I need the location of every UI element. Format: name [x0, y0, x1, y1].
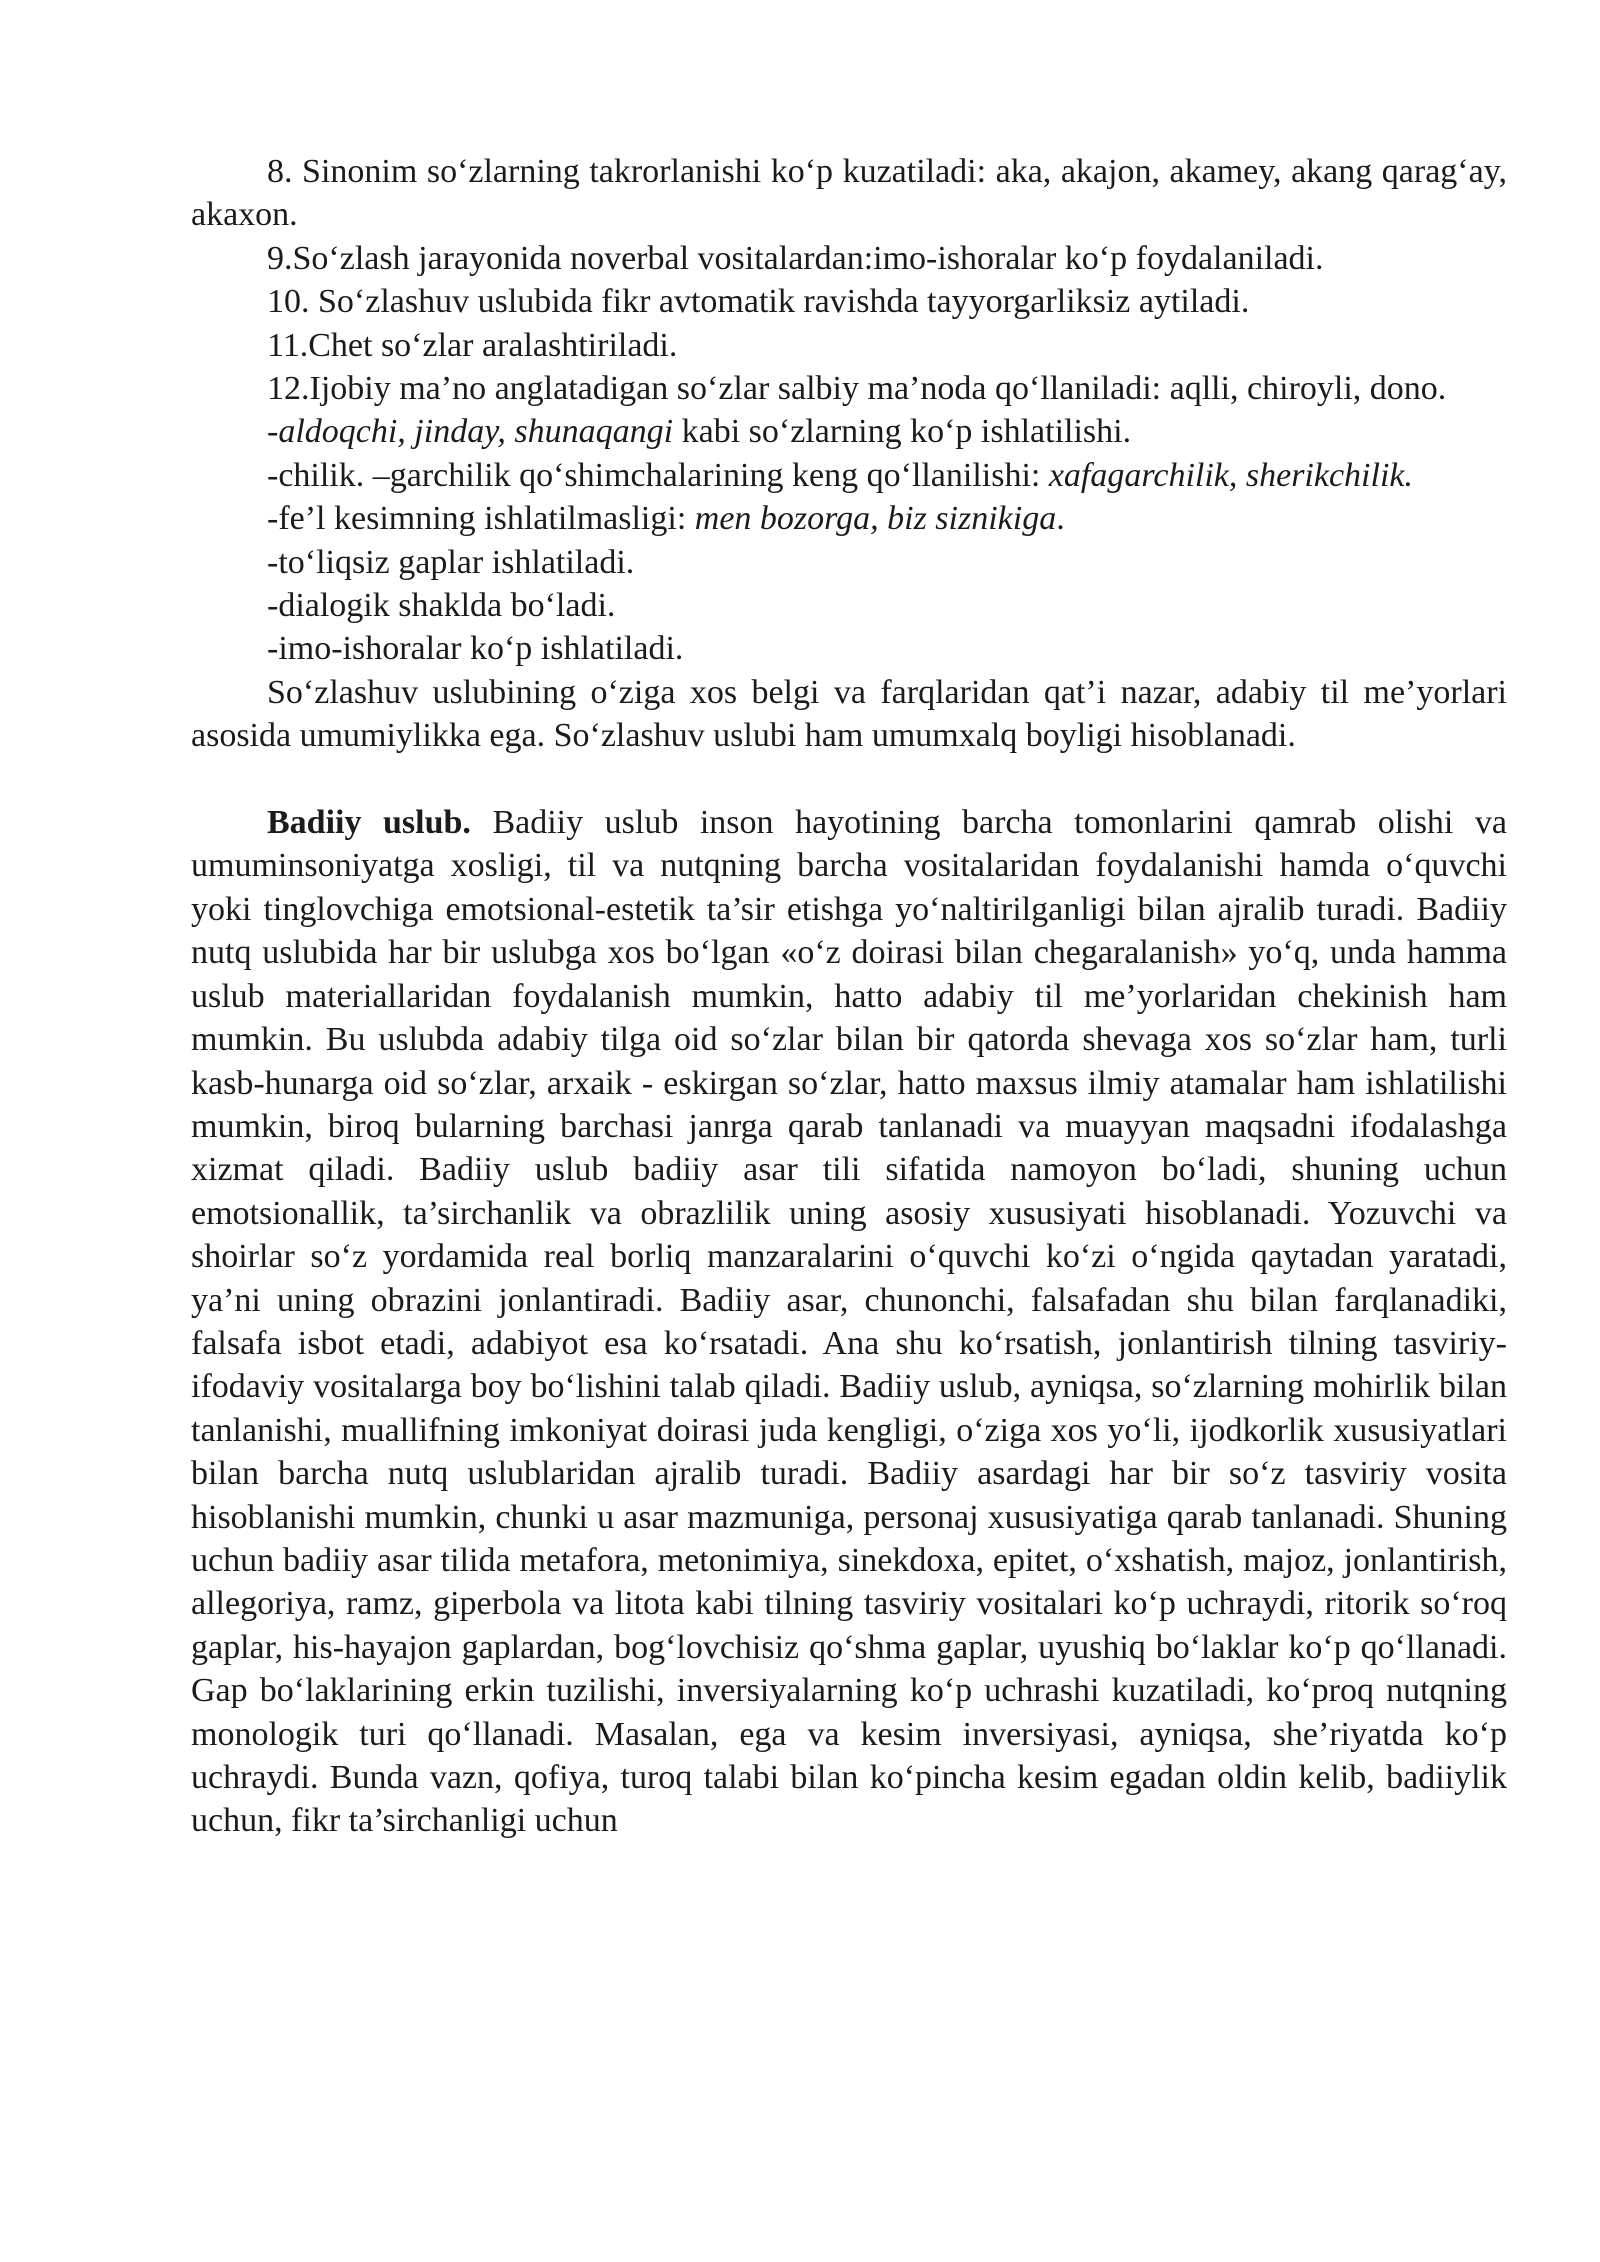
- gestures-line: -imo-ishoralar ko‘p ishlatiladi.: [267, 630, 684, 668]
- verb-predicate-italic: men bozorga, biz siznikiga: [694, 500, 1057, 538]
- list-item-11: 11.Chet so‘zlar aralashtiriladi.: [267, 326, 678, 364]
- document-page: [191, 150, 1507, 1843]
- example-words-suffix: kabi so‘zlarning ko‘p ishlatilishi.: [673, 413, 1132, 451]
- verb-predicate-line: [191, 497, 1507, 540]
- paragraph-spacer: [191, 758, 1507, 801]
- example-words-italic: aldoqchi, jinday, shunaqangi: [278, 413, 674, 451]
- suffix-usage-prefix: -chilik. –garchilik qo‘shimchalarining keng qo‘llanilishi:: [267, 456, 1049, 494]
- verb-predicate-suffix: .: [1056, 500, 1065, 538]
- artistic-style-paragraph: [191, 801, 1507, 1843]
- dialogic-form-line: -dialogik shaklda bo‘ladi.: [267, 587, 616, 625]
- suffix-usage-italic: xafagarchilik, sherikchilik.: [1048, 456, 1413, 494]
- list-item-12: 12.Ijobiy ma’no anglatadigan so‘zlar salbiy ma’noda qo‘llaniladi: aqlli, chiroyli, dono.: [267, 370, 1447, 408]
- list-item-8: 8. Sinonim so‘zlarning takrorlanishi ko‘p kuzatiladi: aka, akajon, akamey, akang qarag‘ay, akaxon.: [191, 153, 1507, 234]
- list-item-9: 9.So‘zlash jarayonida noverbal vositalardan:imo-ishoralar ko‘p foydalaniladi.: [267, 239, 1324, 277]
- list-item-10: 10. So‘zlashuv uslubida fikr avtomatik ravishda tayyorgarliksiz aytiladi.: [267, 283, 1250, 321]
- suffix-usage-line: [191, 454, 1507, 497]
- section-heading: Badiiy uslub.: [267, 804, 471, 842]
- incomplete-sentences-line: -to‘liqsiz gaplar ishlatiladi.: [267, 543, 635, 581]
- section-body: Badiiy uslub inson hayotining barcha tomonlarini qamrab olishi va umuminsoniyatga xosligi, til va nutqning barcha vositalaridan foydalanishi hamda o‘quvchi yoki tinglovchiga emotsional-estetik ta’sir etishga yo‘naltirilganligi bilan ajralib turadi. Badiiy nutq uslubida har bir uslubga xos bo‘lgan «o‘z doirasi bilan chegaralanish» yo‘q, unda hamma uslub materiallaridan foydalanish mumkin, hatto adabiy til me’yorlaridan chekinish ham mumkin. Bu uslubda adabiy tilga oid so‘zlar bilan bir qatorda shevaga xos so‘zlar ham, turli kasb-hunarga oid so‘zlar, arxaik - eskirgan so‘zlar, hatto maxsus ilmiy atamalar ham ishlatilishi mumkin, biroq bularning barchasi janrga qarab tanlanadi va muayyan maqsadni ifodalashga xizmat qiladi. Badiiy uslub badiiy asar tili sifatida namoyon bo‘ladi, shuning uchun emotsionallik, ta’sirchanlik va obrazlilik uning asosiy xususiyati hisoblanadi. Yozuvchi va shoirlar so‘z yordamida real borliq manzaralarini o‘quvchi ko‘zi o‘ngida qaytadan yaratadi, ya’ni uning obrazini jonlantiradi. Badiiy asar, chunonchi, falsafadan shu bilan farqlanadiki, falsafa isbot etadi, adabiyot esa ko‘rsatadi. Ana shu ko‘rsatish, jonlantirish tilning tasviriy-ifodaviy vositalarga boy bo‘lishini talab qiladi. Badiiy uslub, ayniqsa, so‘zlarning mohirlik bilan tanlanishi, muallifning imkoniyat doirasi juda kengligi, o‘ziga xos yo‘li, ijodkorlik xususiyatlari bilan barcha nutq uslublaridan ajralib turadi. Badiiy asardagi har bir so‘z tasviriy vosita hisoblanishi mumkin, chunki u asar mazmuniga, personaj xususiyatiga qarab tanlanadi. Shuning uchun badiiy asar tilida metafora, metonimiya, sinekdoxa, epitet, o‘xshatish, majoz, jonlantirish, allegoriya, ramz, giperbola va litota kabi tilning tasviriy vositalari ko‘p uchraydi, ritorik so‘roq gaplar, his-hayajon gaplardan, bog‘lovchisiz qo‘shma gaplar, uyushiq bo‘laklar ko‘p qo‘llanadi. Gap bo‘laklarining erkin tuzilishi, inversiyalarning ko‘p uchrashi kuzatiladi, ko‘proq nutqning monologik turi qo‘llanadi. Masalan, ega va kesim inversiyasi, ayniqsa, she’riyatda ko‘p uchraydi. Bunda vazn, qofiya, turoq talabi bilan ko‘pincha kesim egadan oldin kelib, badiiylik uchun, fikr ta’sirchanligi uchun: [191, 804, 1507, 1840]
- example-words-prefix: -: [267, 413, 279, 451]
- example-words-line: [191, 410, 1507, 453]
- conversational-style-summary: So‘zlashuv uslubining o‘ziga xos belgi va farqlaridan qat’i nazar, adabiy til me’yorlari asosida umumiylikka ega. So‘zlashuv uslubi ham umumxalq boyligi hisoblanadi.: [191, 673, 1507, 755]
- verb-predicate-prefix: -fe’l kesimning ishlatilmasligi:: [267, 500, 695, 538]
